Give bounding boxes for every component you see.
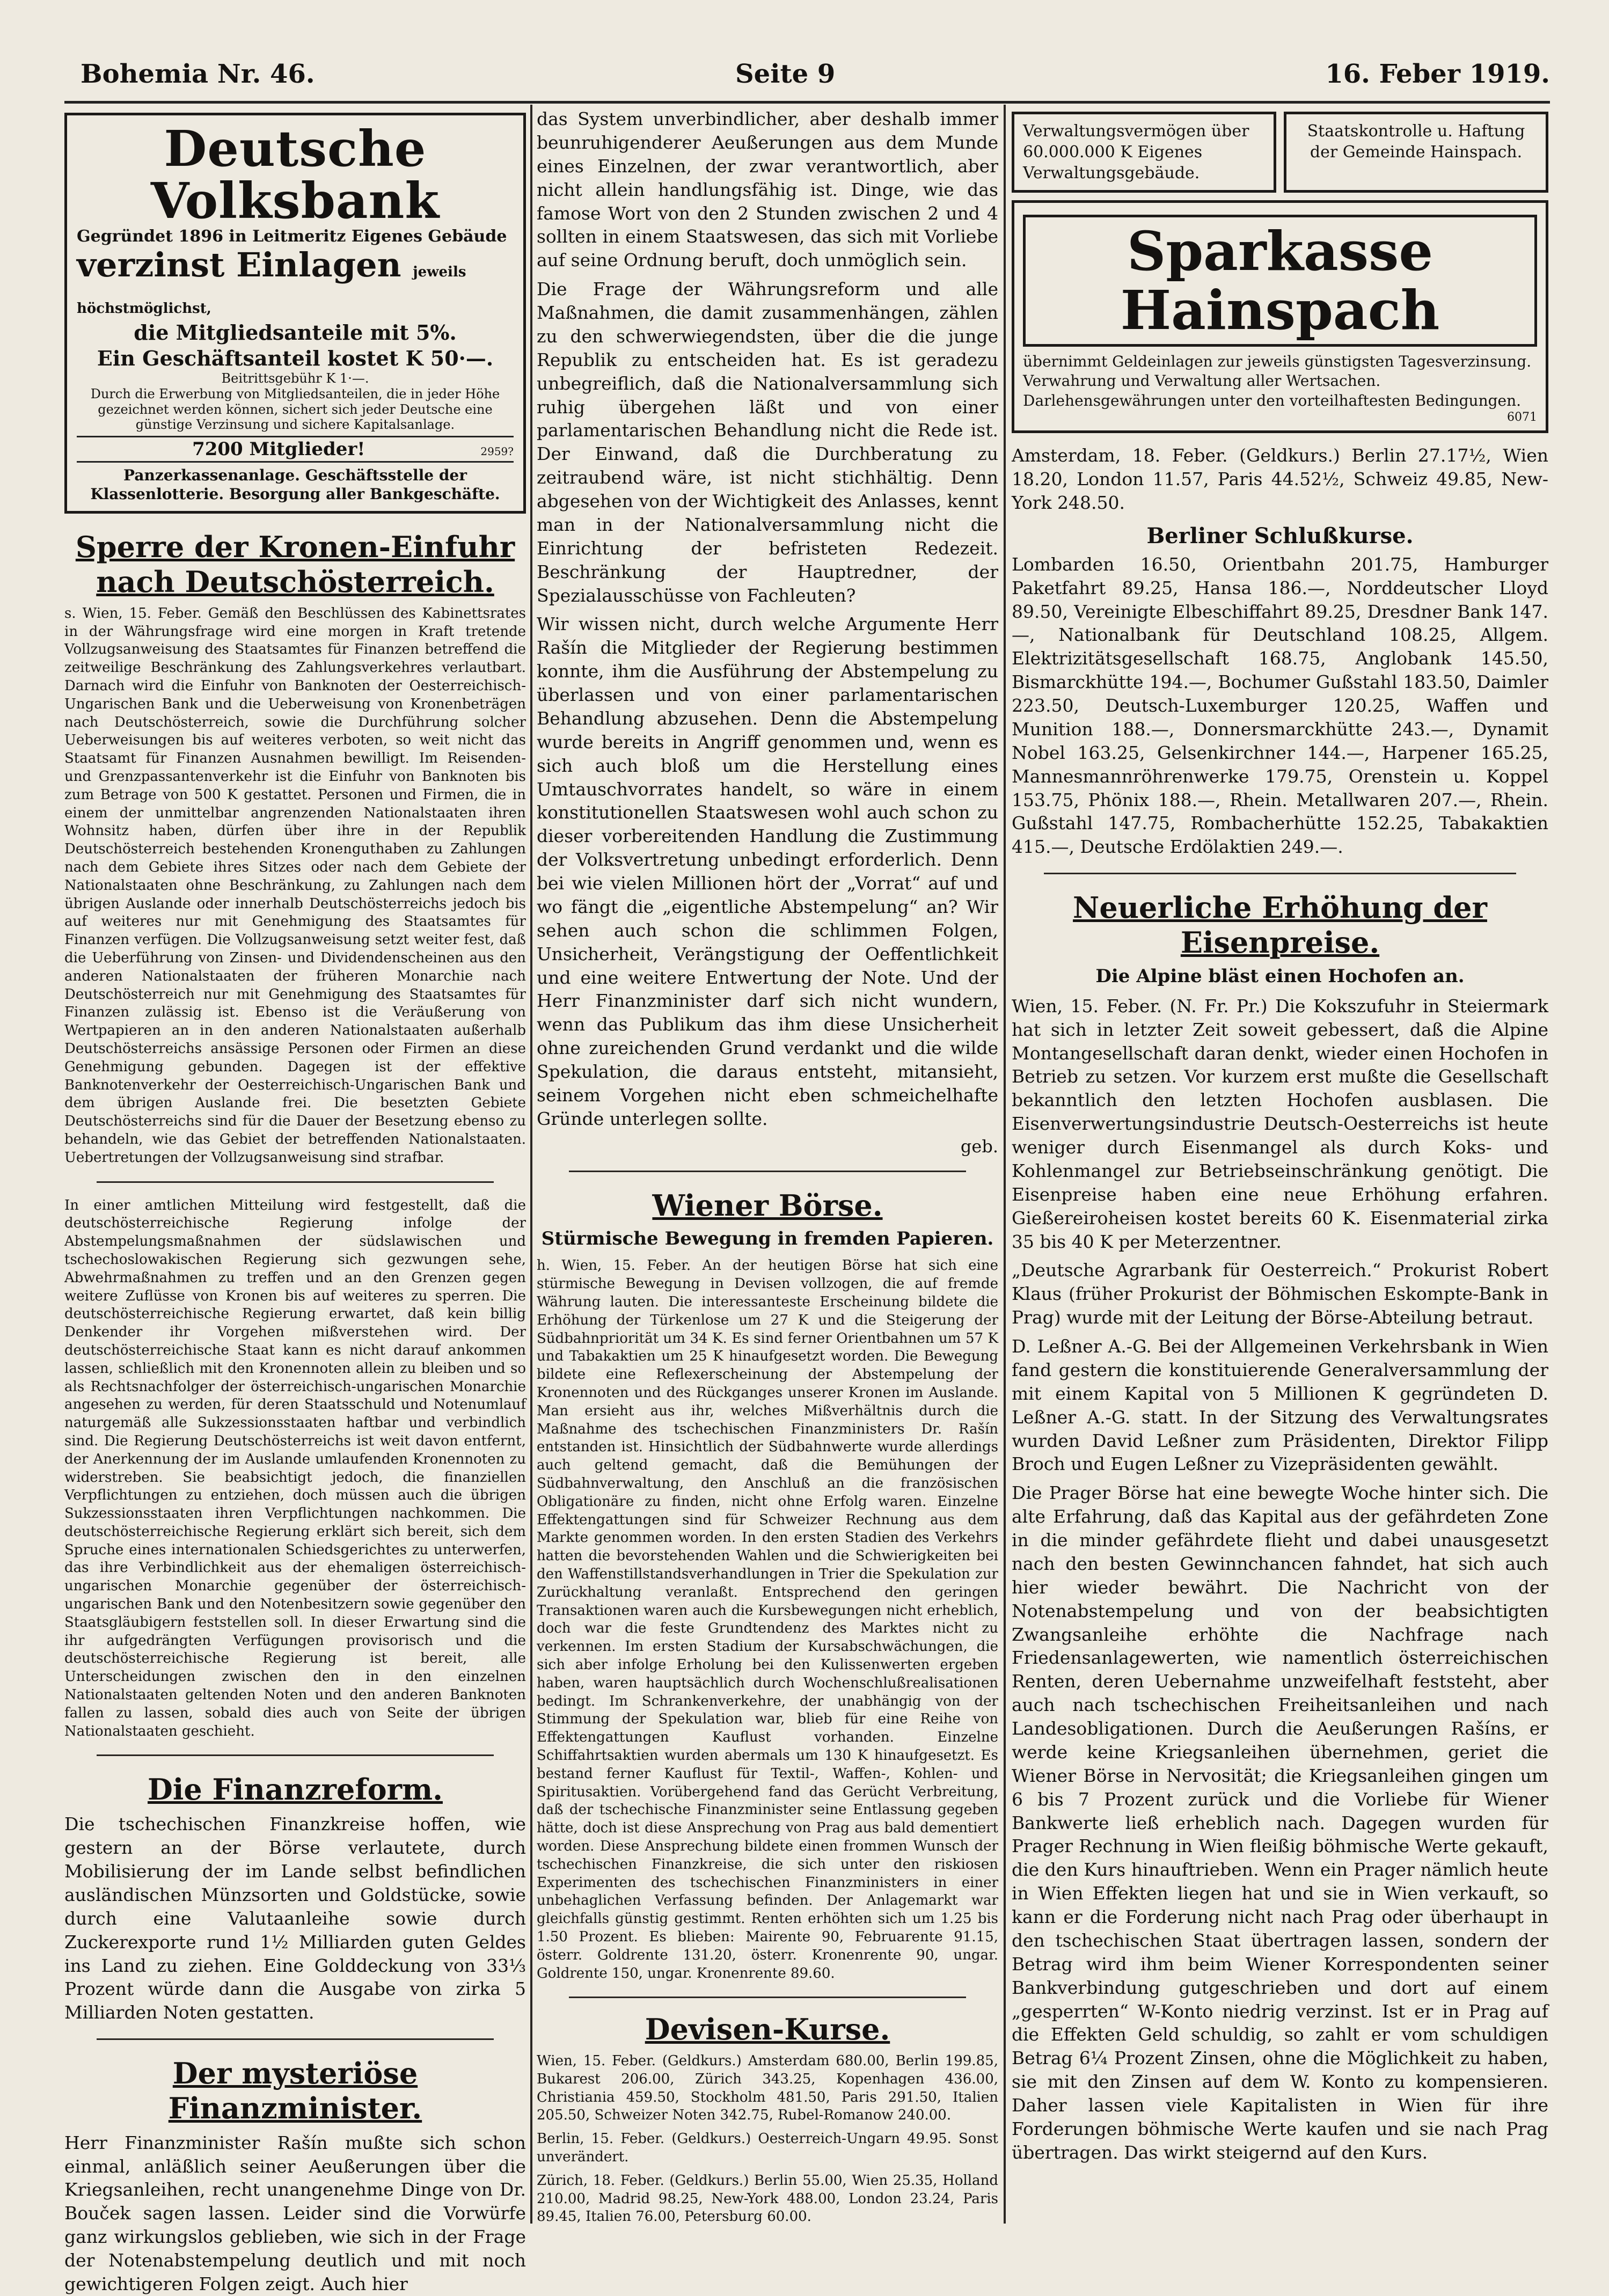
article-krone-body-2: In einer amtlichen Mitteilung wird festgestellt, daß die deutschösterreichische Regierung infolge der Abstempelungsmaßnahmen der südslawischen und tschechoslowakischen Regierung sich gezwungen sehe, Abwehrmaßnahmen zu treffen und an den Grenzen gegen weitere Zuflüsse von Kronen bis auf weiteres zu sperren. Die deutschösterreichische Regierung erwartet, daß kein billig Denkender ihr Vorgehen mißverstehen wird. Der deutschösterreichische Staat kann es nicht darauf ankommen lassen, schließlich mit den Kronennoten allein zu bleiben und so als Rechtsnachfolger der österreichisch-ungarischen Monarchie angesehen zu werden, für deren Staatsschuld und Notenumlauf naturgemäß alle Sukzessionsstaaten haftbar und verbindlich sind. Die Regierung Deutschösterreichs ist weit davon entfernt, der Anerkennung der im Auslande umlaufenden Kronennoten zu widerstreben. Sie beabsichtigt jedoch, die finanziellen Verpflichtungen zu entziehen, doch müssen auch die übrigen Sukzessionsstaaten ihren Verpflichtungen nachkommen. Die deutschösterreichische Regierung erklärt sich bereit, sich dem Spruche eines internationalen Schiedsgerichtes zu unterwerfen, das ihre Verbindlichkeit aus der ehemaligen österreichisch-ungarischen Monarchie gegenüber der österreichisch-ungarischen Bank und den Notenbesitzern sowie gegenüber den Staatsgläubigern feststellen soll. In dieser Erwartung sind die ihr aufgedrängten Verfügungen provisorisch und die deutschösterreichische Regierung ist bereit, alle Unterscheidungen zwischen den in den einzelnen Nationalstaaten geltenden Noten und den anderen Banknoten fallen zu lassen, sobald dies auch von Seite der übrigen Nationalstaaten geschieht. <box>64 1197 526 1739</box>
article-minister-title: Der mysteriöse Finanzminister. <box>168 2056 422 2125</box>
sparkasse-info-boxes <box>1012 112 1548 193</box>
members-code: 2959? <box>480 445 514 458</box>
column-right <box>1012 107 1548 2218</box>
volksbank-services: Panzerkassenanlage. Geschäftsstelle der Klassenlotterie. Besorgung aller Bankgeschäfte. <box>90 466 500 503</box>
sparkasse-ad <box>1012 200 1548 433</box>
devisen-wien: Wien, 15. Feber. (Geldkurs.) Amsterdam 680.00, Berlin 199.85, Bukarest 206.00, Zürich 343.25, Kopenhagen 436.00, Christiania 459.50, Stockholm 481.50, Paris 291.50, Italien 205.50, Schweizer Noten 342.75, Rubel-Romanow 240.00. <box>537 2053 998 2124</box>
devisen-zuerich: Zürich, 18. Feber. (Geldkurs.) Berlin 55.00, Wien 25.35, Holland 210.00, Madrid 98.25, New-York 488.00, London 23.24, Paris 89.45, Italien 76.00, Petersburg 60.00. <box>537 2172 998 2225</box>
devisen-title: Devisen-Kurse. <box>645 2012 890 2047</box>
column-left <box>64 107 526 2294</box>
eisen-title: Neuerliche Erhöhung der Eisenpreise. <box>1073 890 1487 960</box>
article-minister-cont-1: das System unverbindlicher, aber deshalb immer beunruhigenderer Aeußerungen aus dem Munde eines Einzelnen, der zwar verantwortlich, aber nicht allein handlungsfähig ist. Dinge, wie das famose Wort von den 2 Stunden zwischen 2 und 4 sollten in einem Staatswesen, das sich mit Vorliebe auf seine Ordnung beruft, doch unmöglich sein. <box>537 108 998 271</box>
agrarbank-body: „Deutsche Agrarbank für Oesterreich.“ Prokurist Robert Klaus (früher Prokurist der Böhmischen Eskompte-Bank in Prag) wurde mit der Leitung der Börse-Abteilung betraut. <box>1012 1260 1548 1328</box>
lessner-body: D. Leßner A.-G. Bei der Allgemeinen Verkehrsbank in Wien fand gestern die konstituierende Generalversammlung der mit einem Kapital von 5 Millionen K gegründeten D. Leßner A.-G. statt. In der Sitzung des Verwaltungsrates wurden David Leßner zum Präsidenten, Direktor Filipp Broch und Eugen Leßner zu Vizepräsidenten gewählt. <box>1012 1336 1548 1475</box>
sparkasse-assets-box: Verwaltungsvermögen über 60.000.000 K Eigenes Verwaltungsgebäude. <box>1012 112 1276 193</box>
sparkasse-text: übernimmt Geldeinlagen zur jeweils günstigsten Tagesverzinsung. Verwahrung und Verwaltung aller Wertsachen. Darlehensgewährungen unter den vorteilhaftesten Bedingungen. <box>1023 353 1532 410</box>
berlin-quotes: Lombarden 16.50, Orientbahn 201.75, Hamburger Paketfahrt 89.25, Hansa 186.—, Norddeutscher Lloyd 89.50, Vereinigte Elbeschiffahrt 89.25, Dresdner Bank 147.—, Nationalbank für Deutschland 108.25, Allgem. Elektrizitätsgesellschaft 168.75, Anglobank 145.50, Bismarckhütte 194.—, Bochumer Gußstahl 183.50, Daimler 223.50, Deutsch-Luxemburger 120.25, Waffen und Munition 188.—, Donnersmarckhütte 243.—, Dynamit Nobel 163.25, Gelsenkirchner 144.—, Harpener 165.25, Mannesmannröhrenwerke 179.75, Orenstein u. Koppel 153.75, Phönix 188.—, Rhein. Metallwaren 207.—, Rhein. Gußstahl 147.75, Rombacherhütte 152.25, Tabakaktien 415.—, Deutsche Erdölaktien 249.—. <box>1012 553 1548 858</box>
sparkasse-code: 6071 <box>1507 411 1537 425</box>
article-boerse-body: h. Wien, 15. Feber. An der heutigen Börse hat sich eine stürmische Bewegung in Devisen vollzogen, die auf fremde Währung lauten. Die interessanteste Erscheinung bildete die Erhöhung der Türkenlose um 27 K und die Steigerung der Südbahnpriorität um 34 K. Es sind ferner Orientbahnen um 57 K und Tabakaktien um 25 K hinaufgesetzt worden. Die Bewegung bildete eine Reflexerscheinung der Abstempelung der Kronennoten und des Rückganges unserer Kronen im Auslande. Man ersieht aus ihr, welches Mißverhältnis durch die Maßnahme des tschechischen Finanzministers Dr. Rašín entstanden ist. Hinsichtlich der Südbahnwerte wurde allerdings auch geltend gemacht, daß die Bemühungen der Südbahnverwaltung, den Anschluß an die französischen Obligationäre zu finden, nicht ohne Erfolg waren. Einzelne Effektengattungen sind für Schweizer Rechnung aus dem Markte genommen worden. In den ersten Stadien des Verkehrs hatten die bevorstehenden Wahlen und die Schwierigkeiten bei den Waffenstillstandsverhandlungen in Trier die Spekulation zur Zurückhaltung veranlaßt. Entsprechend den geringen Transaktionen waren auch die Kursbewegungen nicht erheblich, doch war die feste Grundtendenz des Marktes nicht zu verkennen. Im ersten Stadium der Kursabschwächungen, die sich aber infolge Erholung bei den Kulissenwerten ergeben haben, waren hauptsächlich durch Wochenschlußrealisationen bedingt. Im Schrankenverkehre, der unabhängig von der Stimmung der Spekulation war, blieb für eine Reihe von Effektengattungen Kauflust vorhanden. Einzelne Schiffahrtsaktien wurden abermals um 130 K hinaufgesetzt. Es bestand ferner Kauflust für Textil-, Waffen-, Kohlen- und Spiritusaktien. Vorübergehend fand das Gerücht Verbreitung, daß der tschechische Finanzminister seine Entlassung gegeben hätte, doch ist diese Ansprechung von Prag aus bald dementiert worden. Diese Ansprechung bildete einen frommen Wunsch der tschechischen Finanzkreise, die sich unter den riskiosen Experimenten des tschechischen Finanzministers in einer unbehaglichen Verfassung befinden. Der Anlagemarkt war gleichfalls günstig gestimmt. Renten erhöhten sich um 1.25 bis 1.50 Prozent. Es blieben: Mairente 90, Februarente 91.15, österr. Goldrente 131.20, österr. Kronenrente 90, ungar. Goldrente 150, ungar. Kronenrente 89.60. <box>537 1257 998 1981</box>
amsterdam-quotes: Amsterdam, 18. Feber. (Geldkurs.) Berlin 27.17½, Wien 18.20, London 11.57, Paris 44.52½, Schweiz 49.85, New-York 248.50. <box>1012 445 1548 513</box>
prager-boerse-body: Die Prager Börse hat eine bewegte Woche hinter sich. Die alte Erfahrung, daß das Kapital aus der gefährdeten Zone in die minder gefährdete flieht und dabei unausgesetzt nach den besten Gewinnchancen fahndet, hat sich auch hier wieder bewährt. Die Nachricht von der Notenabstempelung und von der beabsichtigten Zwangsanleihe erhöhte die Nachfrage nach Friedensanlagewerten, wie namentlich österreichischen Renten, deren Uebernahme unzweifelhaft feststeht, aber auch nach tschechischen Freiheitsanleihen und nach Landesobligationen. Durch die Aeußerungen Rašíns, er werde keine Kriegsanleihen übernehmen, geriet die Wiener Börse in Nervosität; die Kriegsanleihen gingen um 6 bis 7 Prozent zurück und die Vorliebe für Wiener Bankwerte ließ erheblich nach. Dagegen wurden für Prager Rechnung in Wien fleißig böhmische Werte gekauft, die den Kurs hinauftrieben. Wenn ein Prager nämlich heute in Wien Effekten liegen hat und sie in Wien verkauft, so kann er die Forderung nicht nach Prag oder überhaupt in den tschechischen Staat übertragen lassen, sondern der Betrag wird ihm beim Wiener Korrespondenten seiner Bankverbindung gutgeschrieben und dort auf einem „gesperrten“ W-Konto niedrig verzinst. Ist er in Prag auf die Effekten Geld schuldig, so zahlt er vom schuldigen Betrag 6¼ Prozent Zinsen, ohne die Möglichkeit zu haben, sie mit den Zinsen auf dem W. Konto zu kompensieren. Daher lassen viele Kapitalisten in Wien für ihre Forderungen böhmische Werte kaufen und sie nach Prag übertragen. Das wirkt steigernd auf den Kurs. <box>1012 1482 1548 2163</box>
header-rule <box>64 101 1550 104</box>
berlin-title: Berliner Schlußkurse. <box>1146 523 1414 549</box>
share-price: Ein Geschäftsanteil kostet K 50·—. <box>97 346 494 370</box>
column-rule-2 <box>1004 105 1006 2224</box>
volksbank-ad <box>64 113 526 514</box>
page-header <box>81 59 1550 102</box>
deposit-note: jeweils höchstmöglichst, <box>77 264 466 317</box>
separator <box>569 1997 966 1998</box>
entry-fee: Beitrittsgebühr K 1·—. <box>221 371 369 386</box>
separator <box>97 1181 494 1183</box>
volksbank-title: Deutsche Volksbank <box>150 120 440 230</box>
article-signature: geb. <box>960 1136 998 1157</box>
separator <box>569 1171 966 1172</box>
separator <box>97 1754 494 1756</box>
purchase-note: Durch die Erwerbung von Mitgliedsanteilen, die in jeder Höhe gezeichnet werden können, sichert sich jeder Deutsche eine günstige Verzinsung und sichere Kapitalsanlage. <box>90 386 500 433</box>
article-minister-cont-3: Wir wissen nicht, durch welche Argumente Herr Rašín die Mitglieder der Regierung bestimmen konnte, ihm die Ausführung der Abstempelung zu überlassen und von einer parlamentarischen Behandlung abzusehen. Denn die Abstempelung wurde bereits in Angriff genommen und, wenn es sich auch bloß um die Herstellung eines Umtauschvorrates handelt, so wäre in einem konstitutionellen Staatswesen wohl auch schon zu dieser vorbereitenden Handlung die Zustimmung der Volksvertretung unbedingt erforderlich. Denn bei wie vielen Millionen hört der „Vorrat“ auf und wo fängt die „eigentliche Abstempelung“ an? Wir sehen auch schon die schlimmen Folgen, Unsicherheit, Verängstigung der Oeffentlichkeit und eine weitere Entwertung der Note. Und der Herr Finanzminister darf sich nicht wundern, wenn das Publikum das ihm diese Unsicherheit ohne zureichenden Grund verdankt und die wilde Spekulation, die daraus entsteht, mitansieht, seinem Vorgehen nicht eben schmeichelhafte Gründe unterlegen sollte. <box>537 613 998 1129</box>
separator <box>1044 873 1516 874</box>
eisen-subtitle: Die Alpine bläst einen Hochofen an. <box>1095 965 1465 987</box>
article-krone-title: Sperre der Kronen-Einfuhr nach Deutschösterreich. <box>75 530 515 599</box>
page-number: Seite 9 <box>735 59 836 89</box>
article-minister-body: Herr Finanzminister Rašín mußte sich schon einmal, anläßlich seiner Aeußerungen über die Kriegsanleihen, recht unangenehme Dinge von Dr. Bouček sagen lassen. Leider sind die Vorwürfe ganz wirkungslos geblieben, wie sich in der Frage der Notenabstempelung deutlich und mit noch gewichtigeren Folgen zeigt. Auch hier <box>64 2132 526 2294</box>
article-boerse-subtitle: Stürmische Bewegung in fremden Papieren. <box>541 1228 994 1250</box>
eisen-body: Wien, 15. Feber. (N. Fr. Pr.) Die Kokszufuhr in Steiermark hat sich in letzter Zeit soweit gebessert, daß die Alpine Montangesellschaft daran denkt, wieder einen Hochofen in Betrieb zu setzen. Vor kurzem erst mußte die Gesellschaft bekanntlich den letzten Hochofen ausblasen. Die Eisenverwertungsindustrie Deutsch-Oesterreichs ist heute weniger durch Eisenmangel als durch Koks- und Kohlenmangel zur Betriebseinschränkung genötigt. Die Eisenpreise haben eine neue Erhöhung erfahren. Gießereiroheisen kostet bereits 60 K. Eisenmaterial zirka 35 bis 40 K per Meterzentner. <box>1012 995 1548 1252</box>
members-count: 7200 Mitglieder! <box>192 438 365 460</box>
article-minister-cont-2: Die Frage der Währungsreform und alle Maßnahmen, die damit zusammenhängen, zählen zu den schwerwiegendsten, über die die junge Republik zu entscheiden hat. Es ist geradezu unbegreiflich, daß die Nationalversammlung sich ruhig übergehen läßt und von einer parlamentarischen Behandlung nicht die Rede ist. Der Einwand, daß die Durchberatung zu zeitraubend wäre, ist nicht stichhältig. Denn abgesehen von der Wichtigkeit des Anlasses, kennt man in der Nationalversammlung nicht die Einrichtung der befristeten Redezeit. Beschränkung der Hauptredner, der Spezialausschüsse von Fachleuten? <box>537 279 999 606</box>
devisen-berlin: Berlin, 15. Feber. (Geldkurs.) Oesterreich-Ungarn 49.95. Sonst unverändert. <box>537 2131 998 2166</box>
column-middle <box>537 107 999 2225</box>
article-finanzreform-body: Die tschechischen Finanzkreise hoffen, wie gestern an der Börse verlautete, durch Mobilisierung der im Lande selbst befindlichen ausländischen Münzsorten und Goldstücke, sowie durch eine Valutaanleihe sowie durch Zuckerexporte rund 1½ Milliarden guten Geldes ins Land zu ziehen. Eine Golddeckung von 33⅓ Prozent würde dann die Ausgabe von zirka 5 Milliarden Noten gestatten. <box>64 1814 526 2023</box>
newspaper-issue: Bohemia Nr. 46. <box>81 59 315 89</box>
issue-date: 16. Feber 1919. <box>1325 59 1550 89</box>
column-rule-1 <box>530 105 532 2224</box>
article-krone-body: s. Wien, 15. Feber. Gemäß den Beschlüssen des Kabinettsrates in der Währungsfrage wird eine morgen in Kraft tretende Vollzugsanweisung des Staatsamtes für Finanzen betreffend die zeitweilige Beschränkung des Zahlungsverkehres verlautbart. Darnach wird die Einfuhr von Banknoten der Oesterreichisch-Ungarischen Bank und die Ueberweisung von Kronenbeträgen nach Deutschösterreich, sowie die Durchführung solcher Ueberweisungen bis auf weiteres verboten, so weit nicht das Staatsamt für Finanzen Ausnahmen bewilligt. Im Reisenden- und Grenzpassantenverkehr ist die Einfuhr von Banknoten bis zum Betrage von 500 K gestattet. Personen und Firmen, die in einem der unmittelbar angrenzenden Nationalstaaten ihren Wohnsitz haben, dürfen über ihre in der Republik Deutschösterreich bestehenden Kronenguthaben zu Zahlungen nach dem Gebiete ihres Sitzes oder nach dem Gebiete der Nationalstaaten ohne Beschränkung, zu Zahlungen nach dem übrigen Auslande oder innerhalb Deutschösterreichs jedoch bis auf weiteres nur mit Genehmigung des Staatsamtes für Finanzen verfügen. Die Vollzugsanweisung setzt weiter fest, daß die Ueberführung von Zinsen- und Dividendenscheinen aus den anderen Nationalstaaten der früheren Monarchie nach Deutschösterreich nur mit Genehmigung des Staatsamtes für Finanzen zulässig ist. Ebenso ist die Veräußerung von Wertpapieren an in den anderen Nationalstaaten außerhalb Deutschösterreichs ansässige Personen oder Firmen an diese Genehmigung gebunden. Dagegen ist der effektive Banknotenverkehr der Oesterreichisch-Ungarischen Bank und dem übrigen Auslande frei. Die besetzten Gebiete Deutschösterreichs sind für die Dauer der Besetzung ebenso zu behandeln, wie das Gebiet der betreffenden Nationalstaaten. Uebertretungen der Vollzugsanweisung sind strafbar. <box>64 605 526 1166</box>
article-finanzreform-title: Die Finanzreform. <box>148 1772 443 1807</box>
sparkasse-control-box: Staatskontrolle u. Haftung der Gemeinde Hainspach. <box>1284 112 1548 193</box>
deposit-label: verzinst Einlagen <box>77 245 401 284</box>
volksbank-deposit <box>77 247 514 320</box>
members-rate: die Mitgliedsanteile mit 5%. <box>134 320 457 345</box>
sparkasse-title: Sparkasse Hainspach <box>1023 215 1537 347</box>
article-boerse-title: Wiener Börse. <box>652 1188 883 1223</box>
separator <box>97 2038 494 2040</box>
volksbank-founded: Gegründet 1896 in Leitmeritz Eigenes Gebäude <box>77 227 507 246</box>
